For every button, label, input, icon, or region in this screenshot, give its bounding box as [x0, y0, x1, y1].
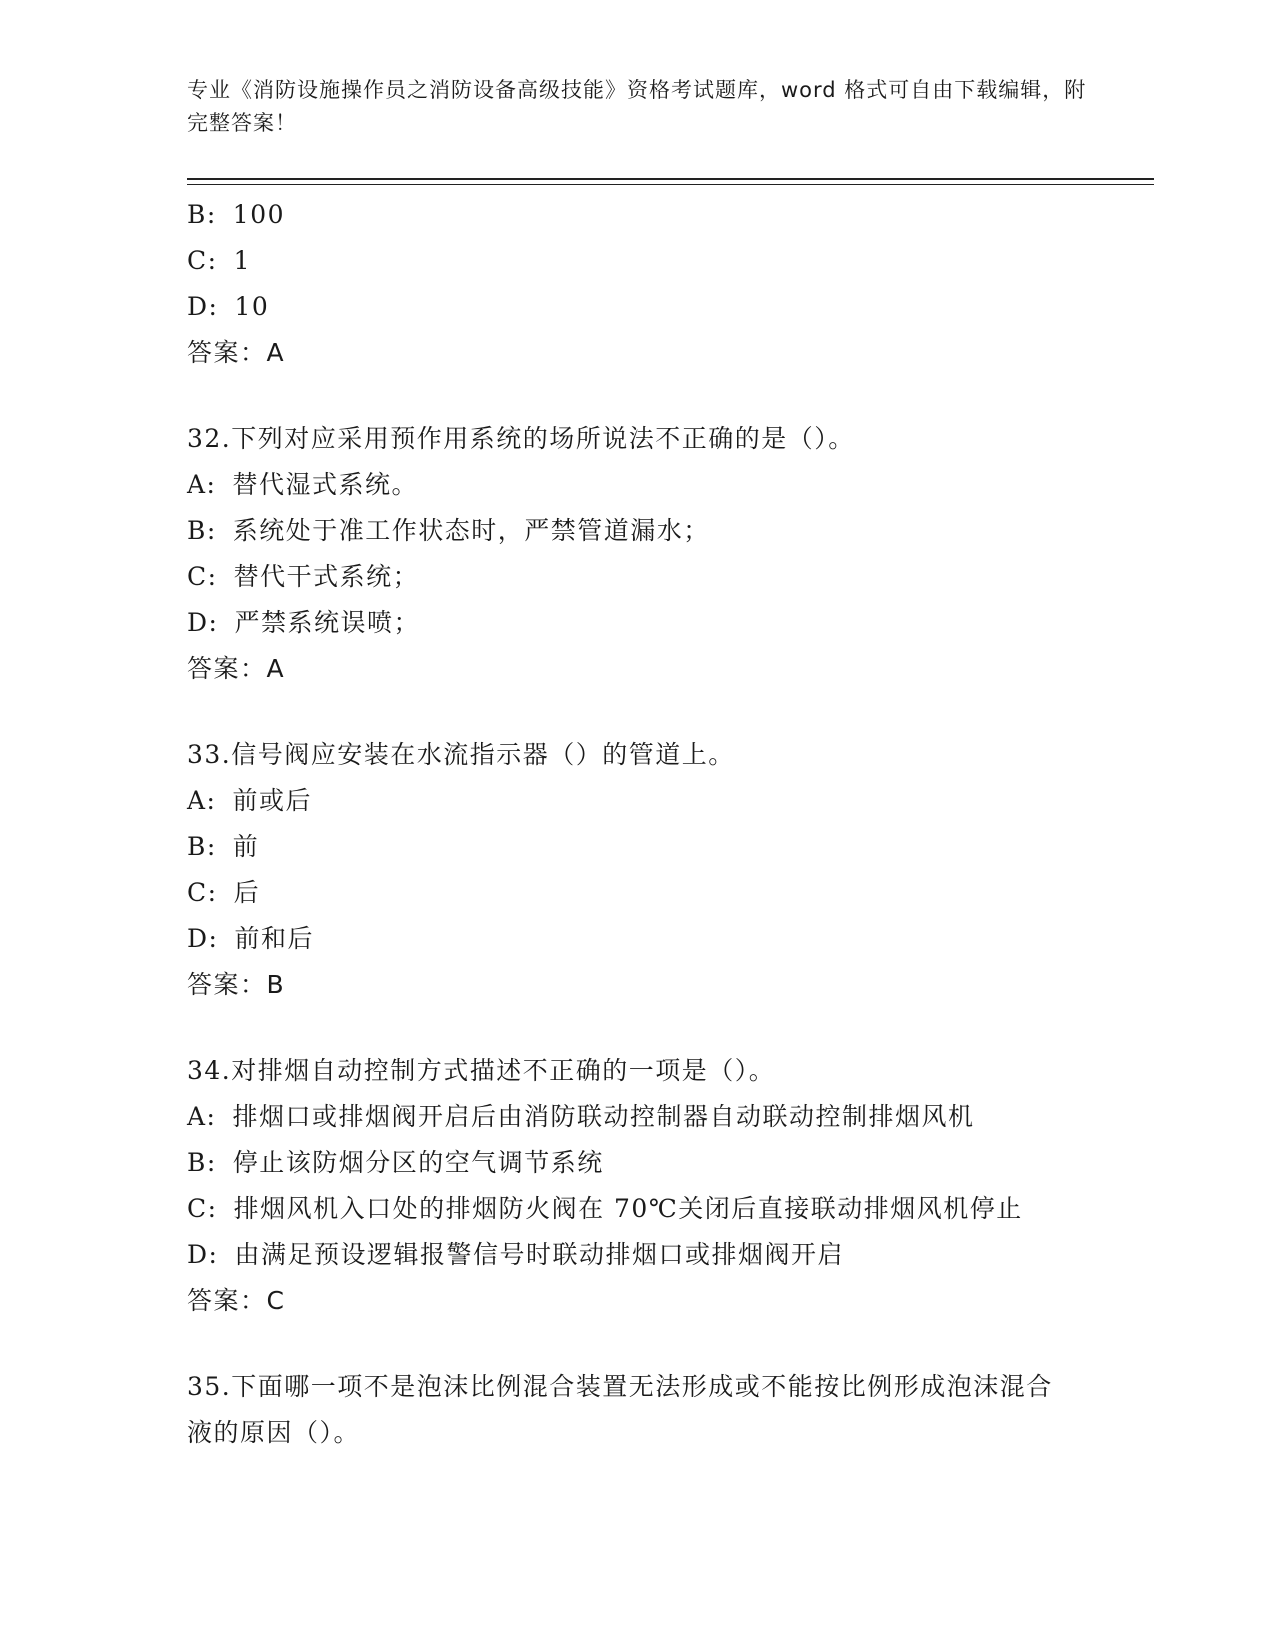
option-letter: D:	[187, 608, 219, 637]
option-c	[187, 1186, 1162, 1232]
option-text: 由满足预设逻辑报警信号时联动排烟口或排烟阀开启	[234, 1240, 844, 1269]
option-text: 替代湿式系统。	[232, 470, 418, 499]
question-content	[187, 192, 1162, 1456]
option-letter: C:	[187, 562, 218, 591]
option-text: 前或后	[232, 786, 312, 815]
question-block-35	[187, 1364, 1162, 1456]
option-c	[187, 554, 1162, 600]
question-block-33	[187, 732, 1162, 1008]
option-text: 排烟口或排烟阀开启后由消防联动控制器自动联动控制排烟风机	[232, 1102, 975, 1131]
option-a	[187, 1094, 1162, 1140]
question-block-prev	[187, 192, 1162, 376]
option-letter: C:	[187, 878, 218, 907]
option-letter: B:	[187, 832, 217, 861]
option-d	[187, 1232, 1162, 1278]
option-letter: B:	[187, 200, 217, 229]
answer-line: 答案：A	[187, 338, 286, 367]
option-letter: B:	[187, 516, 217, 545]
option-text: 后	[233, 878, 261, 907]
option-a	[187, 778, 1162, 824]
question-title: 32.下列对应采用预作用系统的场所说法不正确的是（）。	[187, 424, 855, 453]
option-letter: D:	[187, 924, 219, 953]
option-letter: D:	[187, 292, 219, 321]
option-b	[187, 824, 1162, 870]
option-letter: B:	[187, 1148, 217, 1177]
question-title: 34.对排烟自动控制方式描述不正确的一项是（）。	[187, 1056, 776, 1085]
answer-line: 答案：C	[187, 1286, 286, 1315]
document-header: 专业《消防设施操作员之消防设备高级技能》资格考试题库，word 格式可自由下载编辑，附完整答案！	[187, 78, 1087, 135]
option-text: 前	[232, 832, 260, 861]
option-a	[187, 462, 1162, 508]
option-text: 系统处于准工作状态时，严禁管道漏水；	[232, 516, 710, 545]
option-letter: A:	[187, 786, 217, 815]
option-text: 替代干式系统；	[233, 562, 420, 591]
option-letter: D:	[187, 1240, 219, 1269]
option-text: 停止该防烟分区的空气调节系统	[232, 1148, 604, 1177]
question-title: 35.下面哪一项不是泡沫比例混合装置无法形成或不能按比例形成泡沫混合液的原因（）。	[187, 1372, 1053, 1447]
option-text: 前和后	[234, 924, 314, 953]
option-letter: C:	[187, 1194, 218, 1223]
option-b	[187, 508, 1162, 554]
option-c	[187, 238, 1162, 284]
option-letter: A:	[187, 1102, 217, 1131]
question-block-34	[187, 1048, 1162, 1324]
header-divider-thin	[187, 184, 1154, 185]
option-text: 严禁系统误喷；	[234, 608, 420, 637]
option-c	[187, 870, 1162, 916]
option-letter: C:	[187, 246, 218, 275]
option-letter: A:	[187, 470, 217, 499]
option-d	[187, 600, 1162, 646]
option-b	[187, 1140, 1162, 1186]
answer-line: 答案：A	[187, 654, 286, 683]
option-text: 10	[234, 292, 270, 321]
option-text: 排烟风机入口处的排烟防火阀在 70℃关闭后直接联动排烟风机停止	[233, 1194, 1023, 1223]
question-block-32	[187, 416, 1162, 692]
answer-line: 答案：B	[187, 970, 286, 999]
option-text: 100	[232, 200, 286, 229]
header-divider	[187, 178, 1154, 180]
option-b	[187, 192, 1162, 238]
option-d	[187, 916, 1162, 962]
option-d	[187, 284, 1162, 330]
option-text: 1	[233, 246, 251, 275]
question-title: 33.信号阀应安装在水流指示器（）的管道上。	[187, 740, 735, 769]
